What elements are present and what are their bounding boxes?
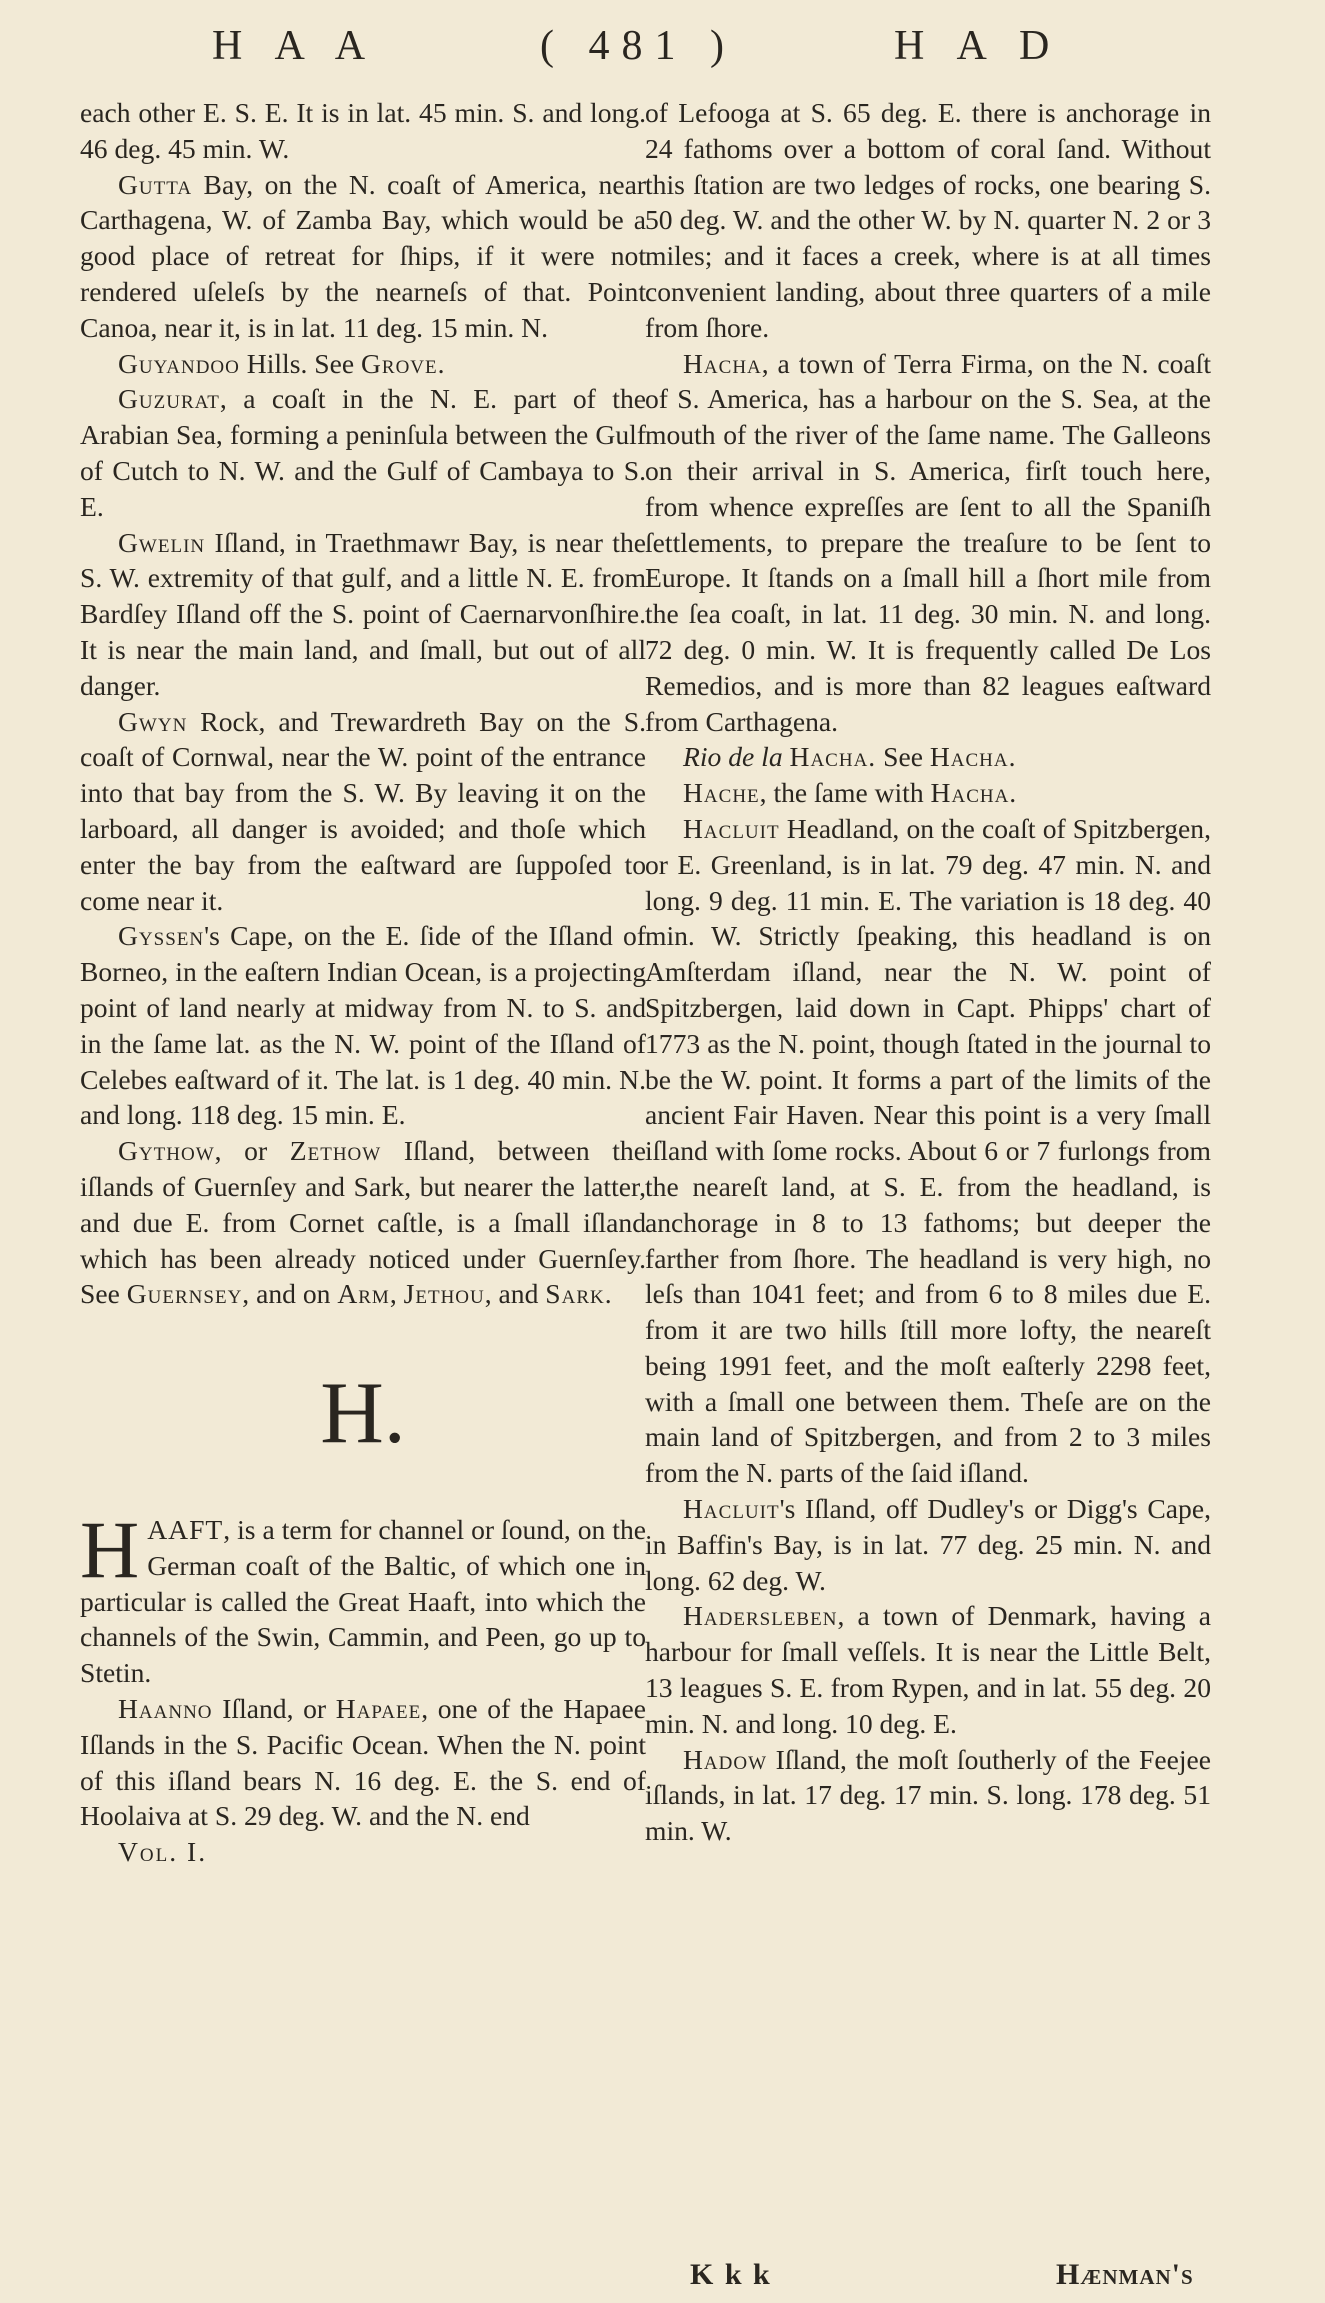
header-right: H A D (894, 23, 1062, 69)
entry-term: Gythow (118, 1135, 215, 1167)
entry-term: Gwyn (118, 705, 188, 737)
entry-text: Rock, and Trewardreth Bay on the S. coaſt of Cornwal, near the W. point of the entrance into that bay from the S. W. By leaving it on the larboard, all danger is avoided; and thoſe which enter the bay from the eaſtward are ſuppoſed to come near it. (80, 705, 646, 916)
entry-text: , or (214, 1135, 290, 1167)
entry-gwyn-rock (80, 704, 646, 919)
entry-text: Bay, on the N. coaſt of America, near Carthagena, W. of Zamba Bay, which would be a good place of retreat for ſhips, if it were not rendered uſeleſs by the nearneſs of that. Point Canoa, near it, is in lat. 11 deg. 15 min. N. (80, 168, 646, 343)
entry-term: Gwelin (118, 526, 206, 558)
entry-text: , the ſame with (759, 777, 931, 809)
entry-text: See (876, 741, 930, 773)
entry-gyssens-cape (80, 918, 646, 1133)
section-heading: H. (320, 1365, 406, 1463)
entry-haaft (80, 1504, 646, 1691)
entry-text: , a coaſt in the N. E. part of the Arabian Sea, forming a peninſula between the Gulf of Cutch to N. W. and the Gulf of Cambaya to S. E. (80, 383, 646, 522)
entry-text: , a town of Denmark, having a harbour for ſmall veſſels. It is near the Little Belt, 13 leagues S. E. from Rypen, and in lat. 55 deg. 20 min. N. and long. 10 deg. E. (645, 1600, 1211, 1739)
entry-text: Iſland, in Traethmawr Bay, is near the S. W. extremity of that gulf, and a little N. E. from Bardſey Iſland off the S. point of Caernarvonſhire. It is near the main land, and ſmall, but out of all danger. (80, 526, 646, 701)
entry-text: Iſland, the moſt ſoutherly of the Feejee iſlands, in lat. 17 deg. 17 min. S. long. 178 deg. 51 min. W. (645, 1743, 1211, 1847)
cross-reference: Arm (337, 1278, 390, 1310)
entry-term: Hache (683, 777, 760, 809)
entry-text: Headland, on the coaſt of Spitzbergen, or E. Greenland, is in lat. 79 deg. 47 min. N. and long. 9 deg. 11 min. E. The variation is 18 deg. 40 min. W. Strictly ſpeaking, this headland is on Amſterdam iſland, near the N. W. point of Spitzbergen, laid down in Capt. Phipps' chart of 1773 as the N. point, though ſtated in the journal to be the W. point. It forms a part of the limits of the ancient Fair Haven. Near this point is a very ſmall iſland with ſome rocks. About 6 or 7 furlongs from the neareſt land, at S. E. from the headland, is anchorage in 8 to 13 fathoms; but deeper the farther from ſhore. The headland is very high, no leſs than 1041 feet; and from 6 to 8 miles due E. from it are two hills ſtill more lofty, the neareſt being 1991 feet, and the moſt eaſterly 2298 feet, with a ſmall one between them. Theſe are on the main land of Spitzbergen, and from 2 to 3 miles from the N. parts of the ſaid iſland. (645, 812, 1211, 1489)
entry-text: 's Iſland, off Dudley's or Digg's Cape, in Baffin's Bay, is in lat. 77 deg. 25 min. N. and long. 62 deg. W. (645, 1493, 1211, 1596)
entry-hacha (645, 346, 1211, 740)
entry-text: , is a term for channel or ſound, on the German coaſt of the Baltic, of which one in particular is called the Great Haaft, into which the channels of the Swin, Cammin, and Peen, go up to Stetin. (80, 1514, 646, 1689)
right-column (645, 95, 1211, 1849)
cross-reference: Hacha. (930, 777, 1018, 809)
entry-guyandoo-hills (80, 346, 646, 382)
entry-hadow-island (645, 1742, 1211, 1849)
header-left: H A A (212, 23, 378, 69)
entry-term: Guzurat (118, 383, 220, 415)
entry-term: Hapaee (335, 1693, 422, 1725)
entry-term: Zethow (289, 1135, 382, 1167)
entry-gythow-island (80, 1133, 646, 1312)
running-header (0, 22, 1325, 82)
entry-term: Hadersleben (683, 1600, 838, 1632)
entry-hadersleben (645, 1598, 1211, 1741)
cross-reference: Hacha. (929, 741, 1017, 773)
entry-term: Gyssen (118, 920, 205, 952)
entry-text: , (389, 1278, 404, 1310)
entry-text: , one of the Hapaee Iſlands in the S. Pacific Ocean. When the N. point of this iſland bears N. 16 deg. E. the S. end of Hoolaiva at S. 29 deg. W. and the N. end (80, 1693, 646, 1832)
cross-reference: Grove. (360, 347, 446, 379)
entry-term: Hacluit (683, 1493, 780, 1525)
signature-mark: K k k (690, 2258, 772, 2291)
entry-text: , and on (242, 1278, 338, 1310)
page-number: ( 481 ) (540, 23, 736, 69)
entry-text: , and (484, 1278, 546, 1310)
entry-term: Guyandoo (118, 347, 240, 379)
entry-text: , a town of Terra Firma, on the N. coaſt of S. America, has a harbour on the S. Sea, at the mouth of the river of the ſame name. The Galleons on their arrival in S. America, firſt touch here, from whence expreſſes are ſent to all the Spaniſh ſettlements, to prepare the treaſure to be ſent to Europe. It ſtands on a ſmall hill a ſhort mile from the ſea coaſt, in lat. 11 deg. 30 min. N. and long. 72 deg. 0 min. W. It is frequently called De Los Remedios, and is more than 82 leagues eaſtward from Carthagena. (645, 347, 1211, 737)
cross-reference: Sark. (545, 1278, 613, 1310)
entry-rio-de-la-hacha (645, 739, 1211, 775)
cross-reference: Guernsey (126, 1278, 243, 1310)
entry-hache (645, 775, 1211, 811)
entry-term: Hacha (683, 347, 762, 379)
entry-text: Iſland, or (212, 1693, 336, 1725)
entry-text: Hills. See (239, 347, 361, 379)
entry-hacluit-headland (645, 811, 1211, 1491)
entry-text: 's Cape, on the E. ſide of the Iſland of Borneo, in the eaſtern Indian Ocean, is a projecting point of land nearly at midway from N. to S. and in the ſame lat. as the N. W. point of the Iſland of Celebes eaſtward of it. The lat. is 1 deg. 40 min. N. and long. 118 deg. 15 min. E. (80, 920, 646, 1131)
entry-text: Iſland, between the iſlands of Guernſey and Sark, but nearer the latter, and due E. from Cornet caſtle, is a ſmall iſland which has been already noticed under Guernſey. See (80, 1135, 646, 1310)
entry-hacluits-island (645, 1491, 1211, 1598)
entry-continuation: of Lefooga at S. 65 deg. E. there is anchorage in 24 fathoms over a bottom of coral ſand. Without this ſtation are two ledges of rocks, one bearing S. 50 deg. W. and the other W. by N. quarter N. 2 or 3 miles; and it faces a creek, where is at all times convenient landing, about three quarters of a mile from ſhore. (645, 97, 1211, 343)
left-column (80, 95, 646, 1870)
entry-term: Gutta (118, 168, 193, 200)
entry-italic: Rio de la (683, 741, 783, 773)
entry-term: Hacha. (789, 741, 877, 773)
entry-haanno-island (80, 1691, 646, 1834)
cross-reference: Jethou (403, 1278, 485, 1310)
entry-term: Hadow (683, 1743, 768, 1775)
page-footer (0, 2258, 1325, 2298)
entry-guzurat (80, 381, 646, 524)
drop-cap: H (80, 1504, 140, 1596)
entry-gutta-bay (80, 167, 646, 346)
entry-gwelin-island (80, 525, 646, 704)
catchword: Hænman's (1056, 2258, 1194, 2291)
volume-marker: Vol. I. (118, 1836, 208, 1868)
entry-term: Hacluit (683, 812, 780, 844)
entry-continuation: each other E. S. E. It is in lat. 45 min. S. and long. 46 deg. 45 min. W. (80, 97, 646, 164)
entry-term: Haanno (118, 1693, 213, 1725)
entry-term: AAFT (147, 1514, 224, 1546)
